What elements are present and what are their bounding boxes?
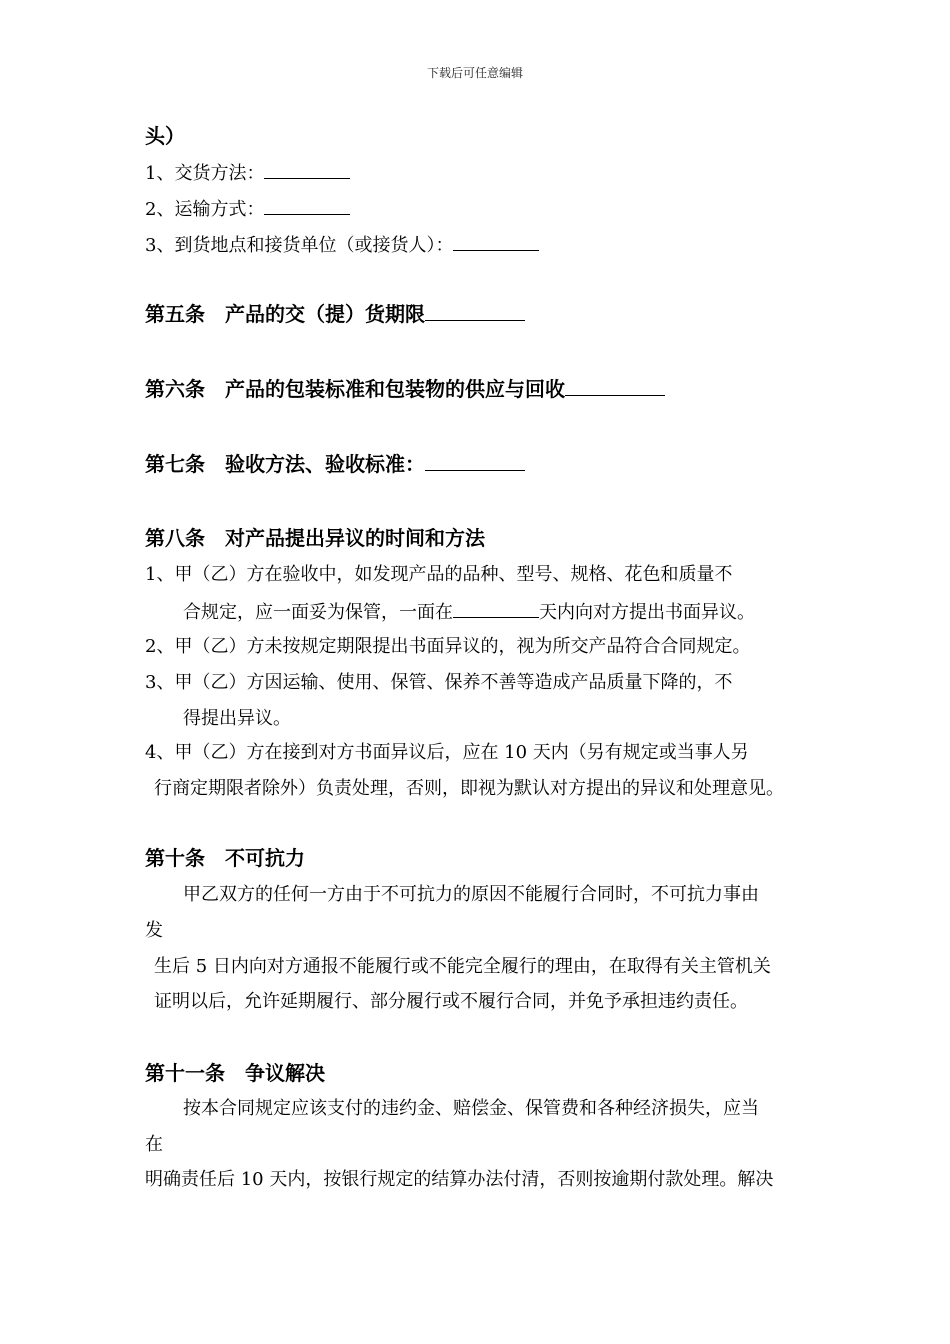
blank-field	[264, 196, 350, 215]
clause-item: 1、交货方法：	[145, 160, 350, 186]
blank-field	[453, 599, 539, 618]
clause-item: 1、甲（乙）方在验收中，如发现产品的品种、型号、规格、花色和质量不	[145, 564, 733, 585]
clause-item: 3、甲（乙）方因运输、使用、保管、保养不善等造成产品质量下降的，不	[145, 672, 733, 693]
blank-field	[453, 232, 539, 251]
blank-field	[565, 377, 665, 396]
paragraph-line: 证明以后，允许延期履行、部分履行或不履行合同，并免予承担违约责任。	[154, 991, 748, 1012]
paragraph-line: 明确责任后 10 天内，按银行规定的结算办法付清，否则按逾期付款处理。解决	[145, 1169, 774, 1190]
clause-item-cont: 得提出异议。	[183, 708, 291, 729]
paragraph-line: 发	[145, 920, 163, 941]
clause-item: 2、甲（乙）方未按规定期限提出书面异议的，视为所交产品符合合同规定。	[145, 636, 751, 657]
article-heading: 第八条 对产品提出异议的时间和方法	[145, 526, 485, 550]
paragraph-line: 生后 5 日内向对方通报不能履行或不能完全履行的理由，在取得有关主管机关	[154, 956, 771, 977]
article-heading: 第七条 验收方法、验收标准：	[145, 452, 525, 476]
clause-item: 4、甲（乙）方在接到对方书面异议后，应在 10 天内（另有规定或当事人另	[145, 742, 749, 763]
clause-item: 2、运输方式：	[145, 196, 350, 222]
article-heading: 第五条 产品的交（提）货期限	[145, 302, 525, 326]
continued-heading: 头）	[145, 124, 185, 148]
blank-field	[264, 160, 350, 179]
clause-item: 3、到货地点和接货单位（或接货人）：	[145, 232, 539, 258]
article-heading: 第六条 产品的包装标准和包装物的供应与回收	[145, 377, 665, 401]
clause-item-cont: 合规定，应一面妥为保管，一面在 天内向对方提出书面异议。	[183, 599, 755, 625]
paragraph-line: 在	[145, 1134, 163, 1155]
article-heading: 第十条 不可抗力	[145, 846, 305, 870]
article-heading: 第十一条 争议解决	[145, 1061, 325, 1085]
page-header: 下载后可任意编辑	[426, 66, 523, 80]
paragraph-line: 甲乙双方的任何一方由于不可抗力的原因不能履行合同时，不可抗力事由	[183, 884, 759, 905]
blank-field	[425, 302, 525, 321]
paragraph-line: 按本合同规定应该支付的违约金、赔偿金、保管费和各种经济损失，应当	[183, 1098, 759, 1119]
blank-field	[425, 452, 525, 471]
clause-item-cont: 行商定期限者除外）负责处理，否则，即视为默认对方提出的异议和处理意见。	[154, 778, 784, 799]
